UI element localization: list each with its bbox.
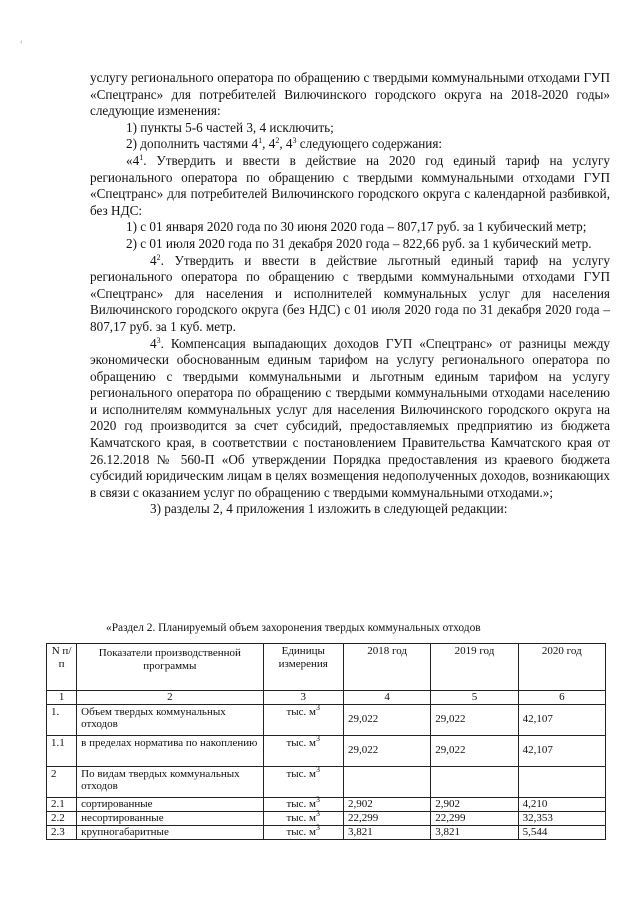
value-2020: 32,353 (518, 811, 605, 825)
value-2019: 29,022 (431, 735, 518, 766)
row-name: несортированные (77, 811, 263, 825)
header-cell: 2018 год (343, 644, 430, 691)
row-name: сортированные (77, 797, 263, 811)
value-2019: 22,299 (431, 811, 518, 825)
paragraph: 2) с 01 июля 2020 года по 31 декабря 2020 года – 822,66 руб. за 1 кубический метр. (126, 235, 592, 251)
value-2020 (518, 766, 605, 797)
value-2020: 42,107 (518, 704, 605, 735)
header-cell: 2019 год (431, 644, 518, 691)
table-row (47, 825, 606, 839)
table-row (47, 797, 606, 811)
paragraph: 2) дополнить частями $4^1$, $4^2$, $4^3$ следующего содержания: (126, 136, 443, 152)
paragraph: $4^2$. Утвердить и ввести в действие льготный единый тариф на услугу регионального оператора по обращению с твердыми коммунальными отходами ГУП «Спецтранс» для населения и исполнителей коммунальных услуг для населения Вилючинского городского округа (без НДС) с 01 июля 2020 года по 31 декабря 2020 года – 807,17 руб. за 1 куб. метр. (90, 252, 610, 334)
row-unit: тыс. $м^3$ (263, 825, 343, 839)
paragraph: услугу регионального оператора по обращению с твердыми коммунальными отходами ГУП «Спецтранс» для потребителей Вилючинского городского округа на 2018-2020 годы» следующие изменения: (90, 70, 610, 119)
table-row (47, 766, 606, 797)
data-table (46, 643, 606, 840)
value-2020: 42,107 (518, 735, 605, 766)
value-2018 (343, 766, 430, 797)
value-2019: 3,821 (431, 825, 518, 839)
row-name: Объем твердых коммунальных отходов (77, 704, 263, 735)
value-2019: 2,902 (431, 797, 518, 811)
header-cell: N п/п (47, 644, 77, 691)
value-2019 (431, 766, 518, 797)
header-cell: 2020 год (518, 644, 605, 691)
index-cell: 1 (47, 691, 77, 705)
value-2019: 29,022 (431, 704, 518, 735)
paragraph: 3) разделы 2, 4 приложения 1 изложить в следующей редакции: (150, 501, 508, 517)
header-cell: Единицы измерения (263, 644, 343, 691)
index-cell: 2 (77, 691, 263, 705)
table-caption: «Раздел 2. Планируемый объем захоронения твердых коммунальных отходов (106, 622, 481, 634)
table-row (47, 735, 606, 766)
margin-mark: ‹ (20, 37, 23, 46)
value-2018: 3,821 (343, 825, 430, 839)
row-number: 2.1 (47, 797, 77, 811)
paragraph: 1) с 01 января 2020 года по 30 июня 2020 года – 807,17 руб. за 1 кубический метр; (126, 219, 587, 235)
value-2020: 4,210 (518, 797, 605, 811)
value-2018: 2,902 (343, 797, 430, 811)
row-name: По видам твердых коммунальных отходов (77, 766, 263, 797)
row-unit: тыс. $м^3$ (263, 735, 343, 766)
row-unit: тыс. $м^3$ (263, 797, 343, 811)
row-number: 2.3 (47, 825, 77, 839)
paragraph: 1) пункты 5-6 частей 3, 4 исключить; (126, 119, 334, 135)
value-2018: 29,022 (343, 704, 430, 735)
value-2018: 29,022 (343, 735, 430, 766)
row-unit: тыс. $м^3$ (263, 704, 343, 735)
row-unit: тыс. $м^3$ (263, 766, 343, 797)
row-number: 2.2 (47, 811, 77, 825)
table-header-row (47, 644, 606, 691)
row-unit: тыс. $м^3$ (263, 811, 343, 825)
index-cell: 6 (518, 691, 605, 705)
paragraph: $4^3$. Компенсация выпадающих доходов ГУП «Спецтранс» от разницы между экономически обоснованным единым тарифом на услугу регионального оператора по обращению с твердыми коммунальными и льготным единым тарифом на услугу регионального оператора по обращению с твердыми коммунальными отходами населению и исполнителям коммунальных услуг для населения Вилючинского городского округа на 2020 год производится за счет субсидий, предоставляемых предприятию из бюджета Камчатского края, в соответствии с постановлением Правительства Камчатского края от 26.12.2018 № 560-П «Об утверждении Порядка предоставления из краевого бюджета субсидий юридическим лицам в целях возмещения недополученных доходов, возникающих в связи с оказанием услуг по обращению с твердыми коммунальными отходами.»; (90, 335, 610, 500)
table-row (47, 811, 606, 825)
value-2020: 5,544 (518, 825, 605, 839)
row-number: 2 (47, 766, 77, 797)
index-cell: 3 (263, 691, 343, 705)
table-row (47, 704, 606, 735)
index-cell: 5 (431, 691, 518, 705)
index-cell: 4 (343, 691, 430, 705)
header-cell: Показатели производственной программы (77, 644, 263, 691)
row-name: в пределах норматива по накоплению (77, 735, 263, 766)
value-2018: 22,299 (343, 811, 430, 825)
row-number: 1.1 (47, 735, 77, 766)
row-name: крупногабаритные (77, 825, 263, 839)
document-body (90, 70, 610, 518)
table-index-row (47, 691, 606, 705)
paragraph: «$4^1$. Утвердить и ввести в действие на 2020 год единый тариф на услугу регионального оператора по обращению с твердыми коммунальными отходами ГУП «Спецтранс» для потребителей Вилючинского городского округа с календарной разбивкой, без НДС: (90, 152, 610, 218)
row-number: 1. (47, 704, 77, 735)
